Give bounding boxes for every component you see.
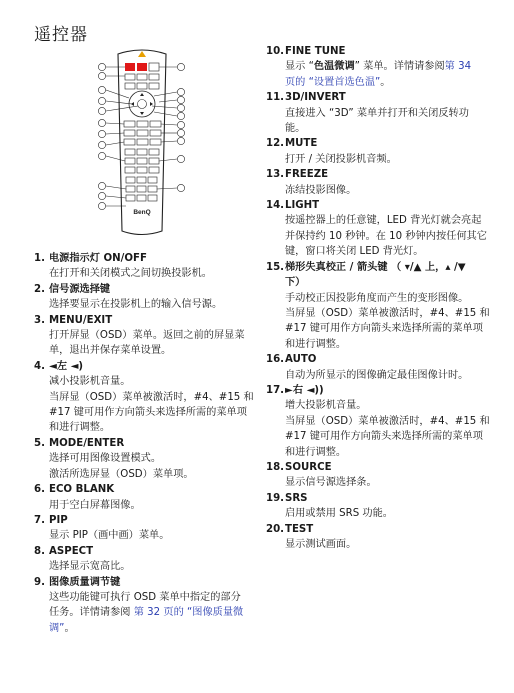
list-item: [266, 491, 498, 522]
list-item: [266, 90, 498, 136]
item-number: 12.: [266, 138, 285, 150]
item-heading: FREEZE: [285, 169, 329, 181]
list-item: [34, 282, 266, 313]
item-line: 选择要显示在投影机上的输入信号源。: [49, 299, 223, 311]
cross-reference-link[interactable]: 第 34: [444, 61, 472, 73]
item-number: 6.: [34, 484, 45, 496]
item-text: 。: [64, 622, 75, 634]
list-item: [34, 251, 266, 282]
item-number: 15.: [266, 261, 285, 273]
item-line: 和进行调整。: [285, 446, 347, 458]
item-line: 在打开和关闭模式之间切换投影机。: [49, 268, 212, 280]
item-heading: ASPECT: [49, 545, 94, 557]
list-item: [266, 167, 498, 198]
item-number: 11.: [266, 92, 285, 104]
item-heading: 信号源选择键: [49, 283, 111, 295]
item-line: 激活所选屏显（OSD）菜单项。: [49, 468, 194, 480]
item-line: 并保持约 10 秒钟。在 10 秒钟内按任何其它: [285, 230, 487, 242]
cross-reference-link[interactable]: 页的 “设置首选色温”: [285, 76, 381, 88]
page-title: 遥控器: [34, 25, 88, 45]
item-number: 2.: [34, 283, 45, 295]
brand-logo: BenQ: [133, 209, 151, 216]
item-number: 14.: [266, 200, 285, 212]
item-line: 显示测试画面。: [285, 539, 357, 550]
list-item: [34, 575, 266, 637]
item-line: 直接进入 “3D” 菜单并打开和关闭反转功: [285, 107, 469, 119]
list-item: [34, 313, 266, 359]
list-item: [266, 136, 498, 167]
list-item: [266, 44, 498, 90]
right-column: [266, 44, 498, 552]
list-item: [34, 544, 266, 575]
item-line: 和进行调整。: [49, 422, 111, 434]
item-number: 9.: [34, 576, 45, 588]
item-line: 显示信号源选择条。: [285, 477, 377, 489]
item-line: #17 键可用作方向箭头来选择所需的菜单项: [285, 431, 483, 443]
item-line: 选择可用图像设置模式。: [49, 453, 162, 465]
item-line: 自动为所显示的图像确定最佳图像计时。: [285, 369, 469, 381]
item-heading: 图像质量调节键: [49, 576, 121, 588]
item-heading: FINE TUNE: [285, 46, 346, 57]
item-number: 1.: [34, 253, 45, 264]
item-number: 19.: [266, 492, 285, 504]
item-heading: 电源指示灯 ON/OFF: [49, 253, 147, 264]
item-heading: 3D/INVERT: [285, 92, 346, 104]
item-line: #17 键可用作方向箭头来选择所需的菜单项: [49, 407, 247, 419]
item-number: 3.: [34, 314, 45, 326]
item-line: 冻结投影图像。: [285, 184, 357, 196]
item-line: 显示 PIP（画中画）菜单。: [49, 530, 170, 542]
list-item: [34, 359, 266, 436]
item-heading-continued: 下）: [285, 277, 306, 289]
item-line: 启用或禁用 SRS 功能。: [285, 508, 393, 520]
item-line: 打开屏显（OSD）菜单。返回之前的屏显菜: [49, 330, 245, 342]
item-bold-text: 色温微调: [313, 61, 355, 73]
item-number: 5.: [34, 437, 45, 449]
item-line: 减小投影机音量。: [49, 376, 131, 388]
list-item: [266, 522, 498, 553]
item-line: 能。: [285, 123, 306, 135]
item-text: 显示 “: [285, 61, 314, 73]
list-item: [34, 436, 266, 482]
item-line: 当屏显（OSD）菜单被激活时，#4、#15 和: [49, 391, 254, 403]
list-item: [266, 383, 498, 460]
item-number: 7.: [34, 514, 45, 526]
item-heading: LIGHT: [285, 200, 320, 212]
item-number: 20.: [266, 523, 285, 535]
item-line: 选择显示宽高比。: [49, 561, 131, 573]
item-heading: SOURCE: [285, 461, 332, 473]
item-number: 10.: [266, 46, 285, 57]
item-heading: TEST: [285, 523, 314, 535]
list-item: [266, 260, 498, 352]
item-number: 13.: [266, 169, 285, 181]
cross-reference-link[interactable]: 第 32 页的 “图像质量微: [133, 607, 244, 619]
item-text: ” 菜单。详情请参阅: [354, 61, 445, 73]
item-heading: ►右 ◄)): [285, 384, 324, 396]
item-heading: ◄左 ◄): [49, 360, 84, 372]
item-line: 键，窗口将关闭 LED 背光灯。: [285, 246, 424, 258]
item-line: 用于空白屏幕图像。: [49, 499, 141, 511]
item-heading: PIP: [49, 514, 68, 526]
item-line: 单，退出并保存菜单设置。: [49, 345, 172, 357]
item-heading: SRS: [285, 492, 308, 504]
item-heading: MODE/ENTER: [49, 437, 125, 449]
item-text: 。: [380, 76, 391, 88]
list-item: [34, 482, 266, 513]
item-line: 按遥控器上的任意键，LED 背光灯就会亮起: [285, 215, 482, 227]
item-line: 这些功能键可执行 OSD 菜单中指定的部分: [49, 591, 241, 603]
item-number: 8.: [34, 545, 45, 557]
item-number: 18.: [266, 461, 285, 473]
list-item: [266, 352, 498, 383]
item-heading: ECO BLANK: [49, 484, 115, 496]
item-line: 手动校正因投影角度而产生的变形图像。: [285, 292, 469, 304]
item-heading: MUTE: [285, 138, 318, 150]
item-line: 当屏显（OSD）菜单被激活时，#4、#15 和: [285, 307, 490, 319]
item-number: 4.: [34, 360, 45, 372]
item-line: 当屏显（OSD）菜单被激活时，#4、#15 和: [285, 415, 490, 427]
item-heading: MENU/EXIT: [49, 314, 113, 326]
left-column: [34, 251, 266, 636]
item-line: 和进行调整。: [285, 338, 347, 350]
item-heading: AUTO: [285, 354, 317, 366]
remote-control-illustration: [92, 46, 192, 241]
list-item: [34, 513, 266, 544]
item-text: 任务。详情请参阅: [49, 607, 134, 619]
item-line: 增大投影机音量。: [285, 400, 367, 412]
item-line: #17 键可用作方向箭头来选择所需的菜单项: [285, 323, 483, 335]
item-number: 17.: [266, 384, 285, 396]
item-heading: 梯形失真校正 / 箭头键 （ ▾/▲ 上，▴ /▼: [285, 261, 466, 273]
item-line: 打开 / 关闭投影机音频。: [285, 153, 397, 165]
cross-reference-link[interactable]: 调”: [49, 622, 65, 634]
item-number: 16.: [266, 354, 285, 366]
list-item: [266, 198, 498, 260]
list-item: [266, 460, 498, 491]
